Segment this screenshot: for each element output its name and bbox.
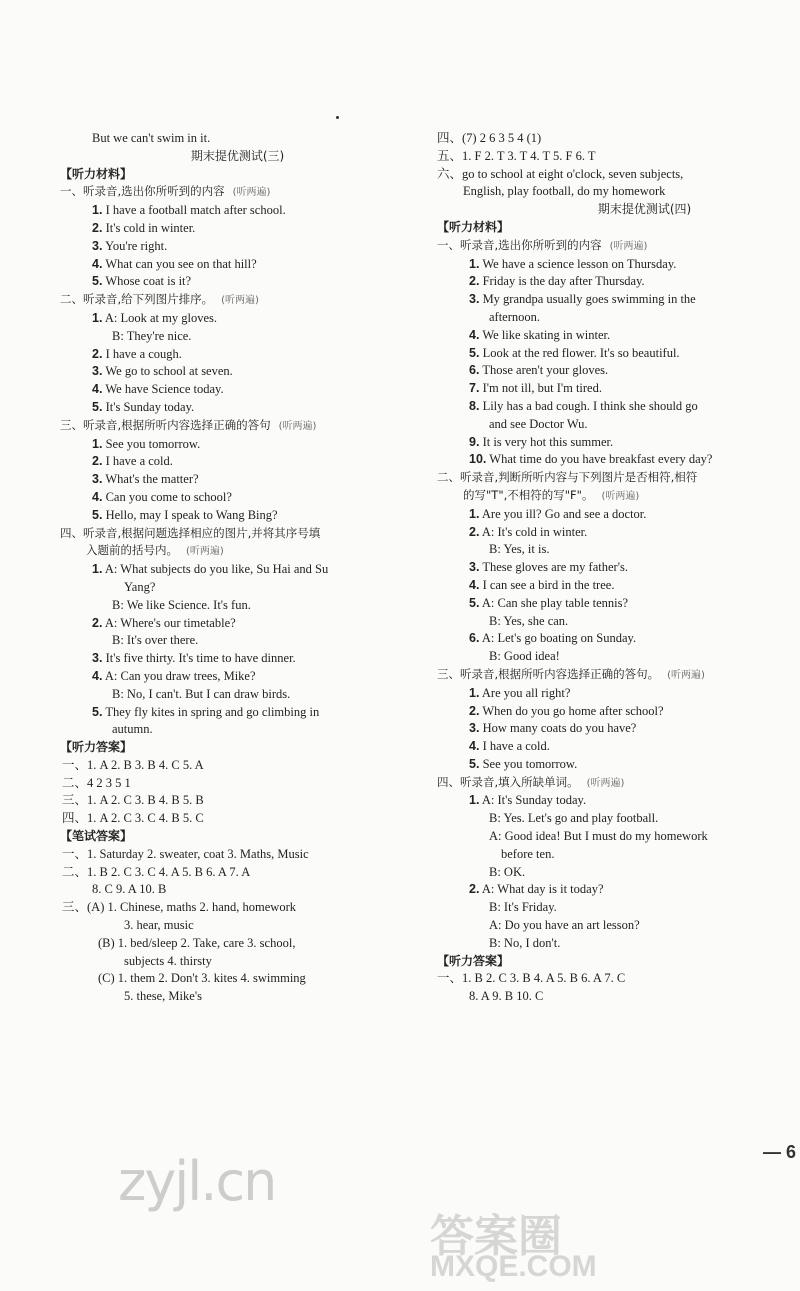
list-item: 4. What can you see on that hill?	[92, 256, 257, 271]
section-header: 三、听录音,根据所听内容选择正确的答句。 (听两遍)	[437, 666, 705, 681]
answer-line: 四、(7) 2 6 3 5 4 (1)	[437, 131, 542, 145]
dialogue-cont: before ten.	[501, 846, 555, 861]
dialogue-line: B: Yes, she can.	[489, 613, 569, 628]
heading-listening-material: 【听力材料】	[60, 166, 133, 181]
answer-line: 五、1. F 2. T 3. T 4. T 5. F 6. T	[437, 148, 596, 163]
section-header: 三、听录音,根据所听内容选择正确的答句 (听两遍)	[60, 417, 317, 432]
section-header: 二、听录音,判断所听内容与下列图片是否相符,相符	[437, 470, 698, 485]
list-item: 1. A: Look at my gloves.	[92, 310, 218, 325]
list-item: 1. See you tomorrow.	[92, 436, 201, 451]
list-item: 5. Whose coat is it?	[92, 274, 192, 289]
list-item: 1. Are you ill? Go and see a doctor.	[469, 506, 647, 521]
list-item: 5. Look at the red flower. It's so beautiful.	[469, 345, 680, 360]
page-dot	[336, 116, 339, 119]
list-item: 8. Lily has a bad cough. I think she should go	[469, 398, 698, 413]
dialogue-line: A: Do you have an art lesson?	[489, 918, 640, 933]
list-item: 5. They fly kites in spring and go climbing in	[92, 704, 320, 719]
list-item: 2. A: It's cold in winter.	[469, 524, 588, 539]
list-item: 4. I can see a bird in the tree.	[469, 577, 615, 592]
list-item: 2. When do you go home after school?	[469, 703, 664, 718]
answer-line: 三、(A) 1. Chinese, maths 2. hand, homework	[62, 900, 296, 915]
list-item: 3. We go to school at seven.	[92, 364, 233, 379]
answer-line-cont: 3. hear, music	[124, 918, 194, 933]
section-header: 一、听录音,选出你所听到的内容 (听两遍)	[437, 237, 648, 252]
section-header-cont: 的写"T",不相符的写"F"。 (听两遍)	[463, 487, 640, 502]
list-item: 10. What time do you have breakfast every day?	[469, 452, 713, 467]
list-item-cont: autumn.	[112, 722, 153, 737]
list-item: 6. Those aren't your gloves.	[469, 363, 609, 378]
answer-line-cont: 5. these, Mike's	[124, 989, 202, 1004]
answer-line-cont: subjects 4. thirsty	[124, 953, 212, 968]
dialogue-line: B: No, I can't. But I can draw birds.	[112, 686, 291, 701]
section-header: 一、听录音,选出你所听到的内容 (听两遍)	[60, 184, 271, 199]
list-item: 4. We like skating in winter.	[469, 327, 611, 342]
answer-line: 一、1. A 2. B 3. B 4. C 5. A	[62, 757, 204, 772]
answer-line: 二、4 2 3 5 1	[62, 775, 131, 790]
list-item: 9. It is very hot this summer.	[469, 434, 614, 449]
answer-line: (B) 1. bed/sleep 2. Take, care 3. school,	[98, 935, 296, 950]
list-item: 1. A: It's Sunday today.	[469, 793, 587, 808]
dialogue-line: A: Good idea! But I must do my homework	[489, 829, 708, 844]
answer-line-cont: 8. C 9. A 10. B	[92, 882, 167, 897]
text-line: But we can't swim in it.	[92, 131, 211, 145]
list-item: 2. I have a cold.	[92, 454, 173, 469]
heading-listening-answers: 【听力答案】	[60, 740, 133, 755]
list-item: 1. Are you all right?	[469, 685, 571, 700]
answer-line: 六、go to school at eight o'clock, seven subjects,	[437, 166, 684, 181]
list-item: 4. We have Science today.	[92, 382, 224, 397]
heading-written-answers: 【笔试答案】	[60, 829, 133, 844]
list-item: 3. What's the matter?	[92, 472, 199, 487]
answer-line: 三、1. A 2. C 3. B 4. B 5. B	[62, 793, 204, 808]
list-item-cont: afternoon.	[489, 309, 541, 324]
list-item: 5. It's Sunday today.	[92, 399, 195, 414]
list-item: 7. I'm not ill, but I'm tired.	[469, 381, 602, 396]
section-header-cont: 入题前的括号内。 (听两遍)	[86, 543, 224, 558]
section-header: 四、听录音,根据问题选择相应的图片,并将其序号填	[60, 525, 321, 540]
answer-line: 一、1. Saturday 2. sweater, coat 3. Maths, Music	[62, 846, 309, 861]
list-item: 3. My grandpa usually goes swimming in the	[469, 292, 696, 307]
right-column	[437, 130, 792, 1006]
dialogue-line: B: Yes, it is.	[489, 542, 550, 557]
dialogue-line: B: We like Science. It's fun.	[112, 597, 251, 612]
heading-listening-material: 【听力材料】	[437, 219, 510, 234]
list-item: 5. Hello, may I speak to Wang Bing?	[92, 507, 278, 522]
dialogue-line: B: Yes. Let's go and play football.	[489, 811, 659, 826]
watermark-mxqe: MXQE.COM	[430, 1250, 597, 1283]
section-title: 期末提优测试(四)	[597, 202, 692, 217]
list-item: 1. We have a science lesson on Thursday.	[469, 256, 677, 271]
list-item: 4. Can you come to school?	[92, 489, 232, 504]
list-item: 2. A: Where's our timetable?	[92, 615, 236, 630]
answer-line-cont: English, play football, do my homework	[463, 184, 666, 199]
list-item: 3. You're right.	[92, 238, 168, 253]
list-item: 2. A: What day is it today?	[469, 882, 604, 897]
watermark-zyjl: zyjl.cn	[118, 1150, 276, 1213]
list-item: 4. A: Can you draw trees, Mike?	[92, 668, 256, 683]
dialogue-line: B: It's Friday.	[489, 900, 557, 915]
list-item: 3. It's five thirty. It's time to have dinner.	[92, 651, 296, 666]
list-item: 3. These gloves are my father's.	[469, 560, 628, 575]
list-item: 5. A: Can she play table tennis?	[469, 595, 629, 610]
answer-line: 二、1. B 2. C 3. C 4. A 5. B 6. A 7. A	[62, 864, 251, 879]
watermark-answer-circle: 答案圈	[430, 1211, 562, 1262]
list-item: 1. I have a football match after school.	[92, 203, 286, 218]
dialogue-line: B: It's over there.	[112, 633, 199, 648]
answer-line-cont: 8. A 9. B 10. C	[469, 989, 544, 1004]
dialogue-line: B: No, I don't.	[489, 935, 561, 950]
list-item: 2. I have a cough.	[92, 346, 182, 361]
list-item: 3. How many coats do you have?	[469, 721, 637, 736]
list-item: 4. I have a cold.	[469, 739, 550, 754]
dialogue-line: B: They're nice.	[112, 328, 192, 343]
heading-listening-answers: 【听力答案】	[437, 953, 510, 968]
answer-line: 四、1. A 2. C 3. C 4. B 5. C	[62, 811, 204, 826]
list-item: 5. See you tomorrow.	[469, 756, 578, 771]
section-header: 二、听录音,给下列图片排序。 (听两遍)	[60, 292, 259, 307]
left-column	[60, 130, 415, 1006]
list-item: 1. A: What subjects do you like, Su Hai and Su	[92, 562, 329, 577]
section-header: 四、听录音,填入所缺单词。 (听两遍)	[437, 774, 625, 789]
page-number: — 6	[763, 1142, 797, 1162]
answer-line: (C) 1. them 2. Don't 3. kites 4. swimming	[98, 971, 306, 986]
list-item: 2. It's cold in winter.	[92, 220, 196, 235]
answer-line: 一、1. B 2. C 3. B 4. A 5. B 6. A 7. C	[437, 971, 626, 986]
list-item: 2. Friday is the day after Thursday.	[469, 274, 645, 289]
section-title: 期末提优测试(三)	[190, 148, 285, 163]
dialogue-line: B: OK.	[489, 864, 526, 879]
list-item: 6. A: Let's go boating on Sunday.	[469, 631, 637, 646]
dialogue-cont: Yang?	[124, 579, 156, 594]
list-item-cont: and see Doctor Wu.	[489, 416, 588, 431]
dialogue-line: B: Good idea!	[489, 649, 560, 664]
